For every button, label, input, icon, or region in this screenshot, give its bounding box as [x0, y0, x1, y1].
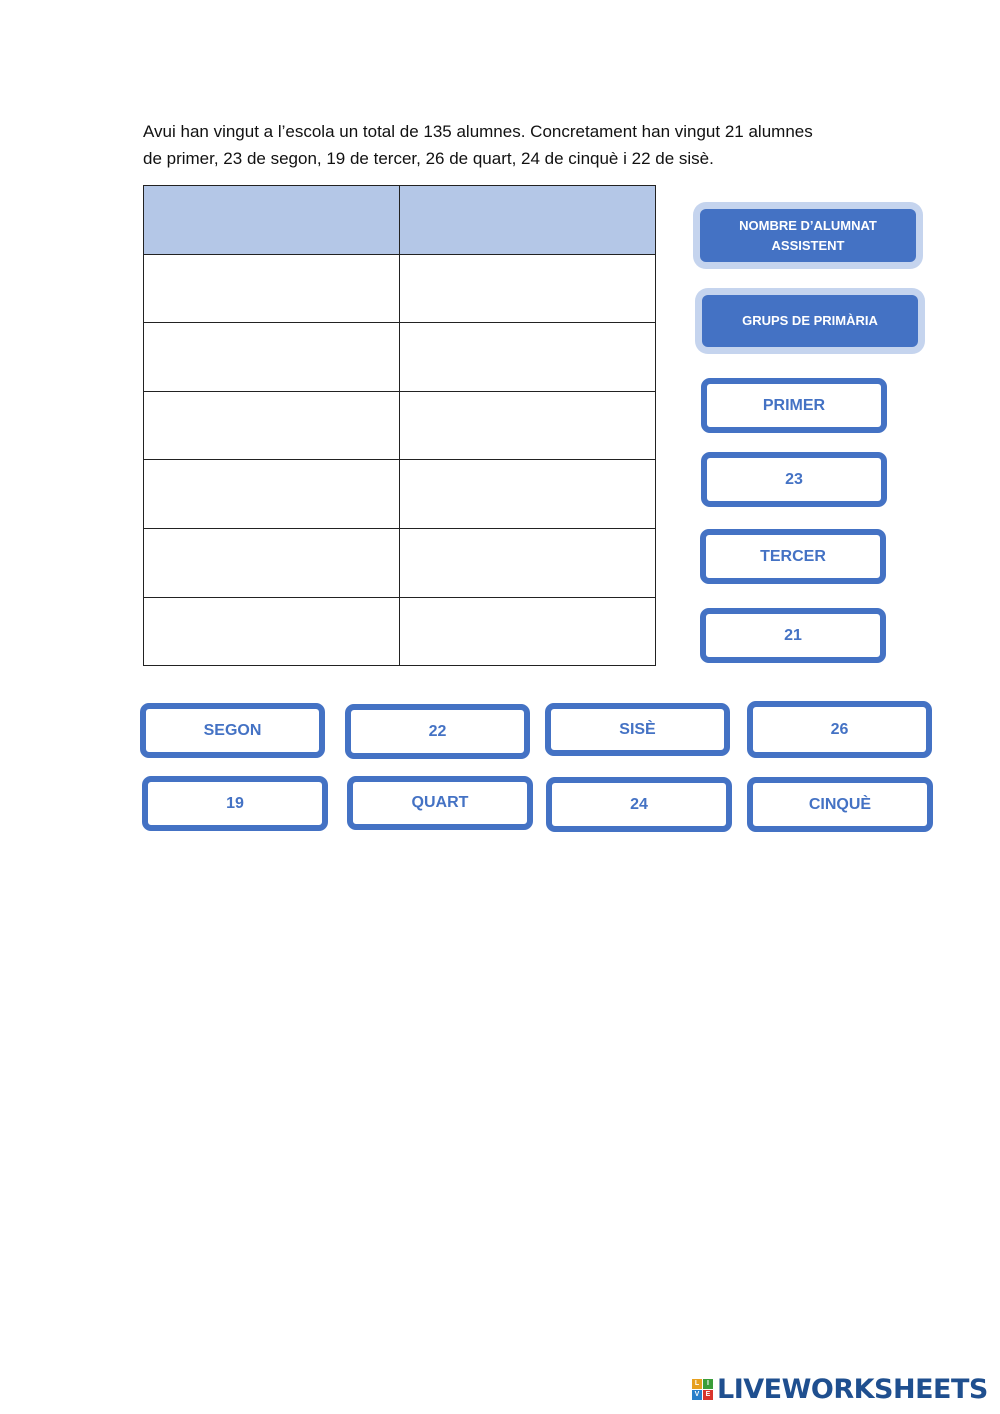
instructions [143, 118, 883, 172]
logo-letter-e: E [703, 1390, 713, 1400]
drop-zone-cell[interactable] [144, 391, 400, 460]
chip-tercer[interactable] [700, 529, 886, 584]
drop-zone-cell[interactable] [400, 391, 656, 460]
drop-zone-cell[interactable] [144, 460, 400, 529]
chip-label: 24 [630, 795, 648, 813]
instructions-line-1: Avui han vingut a l’escola un total de 135 alumnes. Concretament han vingut 21 alumnes [143, 122, 813, 141]
drop-zone-cell[interactable] [400, 460, 656, 529]
chip-quart[interactable] [347, 776, 533, 830]
groups-chip-label: GRUPS DE PRIMÀRIA [742, 313, 878, 328]
chip-label: SEGON [203, 721, 262, 739]
chip-21[interactable] [700, 608, 886, 663]
table-row [144, 323, 656, 392]
logo-letter-i: I [703, 1379, 713, 1389]
chip-label: 22 [428, 722, 447, 740]
chip-label: 19 [226, 794, 244, 812]
drop-zone-cell[interactable] [400, 323, 656, 392]
table-row [144, 391, 656, 460]
drop-zone-cell[interactable] [144, 528, 400, 597]
drop-zone-cell[interactable] [144, 323, 400, 392]
chip-label: 21 [784, 626, 802, 644]
drop-zone-cell[interactable] [400, 528, 656, 597]
drop-zone-cell[interactable] [144, 597, 400, 666]
chip-label: 26 [830, 720, 849, 738]
groups-header-chip[interactable] [702, 295, 918, 347]
chip-label: 23 [785, 470, 803, 488]
chip-cinque[interactable] [747, 777, 933, 832]
chip-26[interactable] [747, 701, 932, 758]
chip-label: QUART [411, 794, 469, 811]
chip-label: CINQUÈ [808, 795, 872, 813]
instructions-line-2: de primer, 23 de segon, 19 de tercer, 26 de quart, 24 de cinquè i 22 de sisè. [143, 149, 714, 168]
table-row [144, 528, 656, 597]
attendance-chip-line-2: ASSISTENT [771, 237, 845, 253]
logo-mark-icon [692, 1379, 713, 1400]
drop-zone-header-right[interactable] [400, 186, 656, 255]
logo-text: LIVEWORKSHEETS [717, 1374, 988, 1405]
table-row [144, 597, 656, 666]
logo-letter-v: V [692, 1390, 702, 1400]
drop-zone-cell[interactable] [400, 254, 656, 323]
answer-table [143, 185, 656, 666]
chip-label: SISÈ [619, 720, 656, 738]
table-header-row [144, 186, 656, 255]
chip-22[interactable] [345, 704, 530, 759]
table-row [144, 254, 656, 323]
attendance-header-chip[interactable] [700, 209, 916, 262]
table-row [144, 460, 656, 529]
liveworksheets-logo [692, 1374, 988, 1405]
chip-label: PRIMER [762, 396, 826, 414]
chip-23[interactable] [701, 452, 887, 507]
attendance-chip-line-1: NOMBRE D’ALUMNAT [739, 217, 877, 233]
chip-primer[interactable] [701, 378, 887, 433]
logo-letter-l: L [692, 1379, 702, 1389]
chip-sise[interactable] [545, 703, 730, 756]
drop-zone-cell[interactable] [144, 254, 400, 323]
chip-segon[interactable] [140, 703, 325, 758]
drop-zone-cell[interactable] [400, 597, 656, 666]
chip-19[interactable] [142, 776, 328, 831]
drop-zone-header-left[interactable] [144, 186, 400, 255]
chip-label: TERCER [760, 547, 826, 565]
chip-24[interactable] [546, 777, 732, 832]
